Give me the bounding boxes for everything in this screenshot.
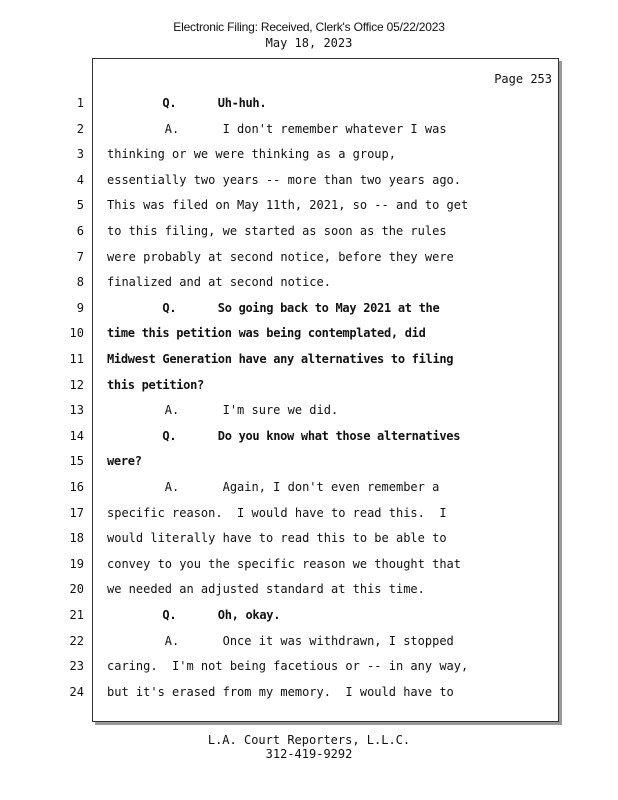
court-reporter-name: L.A. Court Reporters, L.L.C. [207,733,411,747]
line-number: 20 [69,582,84,596]
line-number: 18 [69,531,84,545]
transcript-line: A. I don't remember whatever I was [107,122,447,136]
transcript-line: would literally have to read this to be able to [107,531,447,545]
transcript-line: thinking or we were thinking as a group, [107,147,396,161]
transcript-line: Q. So going back to May 2021 at the [107,301,440,315]
line-number: 5 [76,198,84,212]
line-number: 23 [69,659,84,673]
transcript-line: A. I'm sure we did. [107,403,339,417]
line-number: 24 [69,685,84,699]
transcript-line: Q. Uh-huh. [107,96,267,110]
transcript-line: this petition? [107,378,204,392]
line-number: 19 [69,557,84,571]
line-number: 21 [69,608,84,622]
line-number: 4 [76,173,84,187]
court-reporter-phone: 312-419-9292 [265,747,353,761]
transcript-line: A. Again, I don't even remember a [107,480,440,494]
transcript-line: were? [107,454,142,468]
line-number: 17 [69,506,84,520]
transcript-line: essentially two years -- more than two years ago. [107,173,462,187]
transcript-line: convey to you the specific reason we thought that [107,557,462,571]
line-number: 9 [76,301,84,315]
line-number: 1 [76,96,84,110]
transcript-line: were probably at second notice, before they were [107,250,454,264]
deposition-date: May 18, 2023 [265,36,353,50]
line-number: 13 [69,403,84,417]
line-number: 22 [69,634,84,648]
transcript-line: Midwest Generation have any alternatives to filing [107,352,454,366]
line-number: 3 [76,147,84,161]
transcript-line: to this filing, we started as soon as the rules [107,224,447,238]
line-number: 11 [69,352,84,366]
transcript-line: Q. Do you know what those alternatives [107,429,461,443]
transcript-line: we needed an adjusted standard at this time. [107,582,425,596]
line-number: 15 [69,454,84,468]
transcript-line: but it's erased from my memory. I would have to [107,685,454,699]
line-number: 14 [69,429,84,443]
transcript-line: caring. I'm not being facetious or -- in any way, [107,659,469,673]
line-number: 10 [69,326,84,340]
line-number: 2 [76,122,84,136]
transcript-line: time this petition was being contemplated, did [107,326,426,340]
line-number: 12 [69,378,84,392]
filing-stamp: Electronic Filing: Received, Clerk's Office 05/22/2023 [173,20,445,34]
transcript-line: Q. Oh, okay. [107,608,281,622]
transcript-line: A. Once it was withdrawn, I stopped [107,634,454,648]
transcript-line: This was filed on May 11th, 2021, so -- and to get [107,198,469,212]
line-number: 16 [69,480,84,494]
line-number: 7 [76,250,84,264]
page-number: Page 253 [494,72,552,86]
transcript-line: finalized and at second notice. [107,275,331,289]
transcript-line: specific reason. I would have to read this. I [107,506,447,520]
line-number: 6 [76,224,84,238]
line-number: 8 [76,275,84,289]
